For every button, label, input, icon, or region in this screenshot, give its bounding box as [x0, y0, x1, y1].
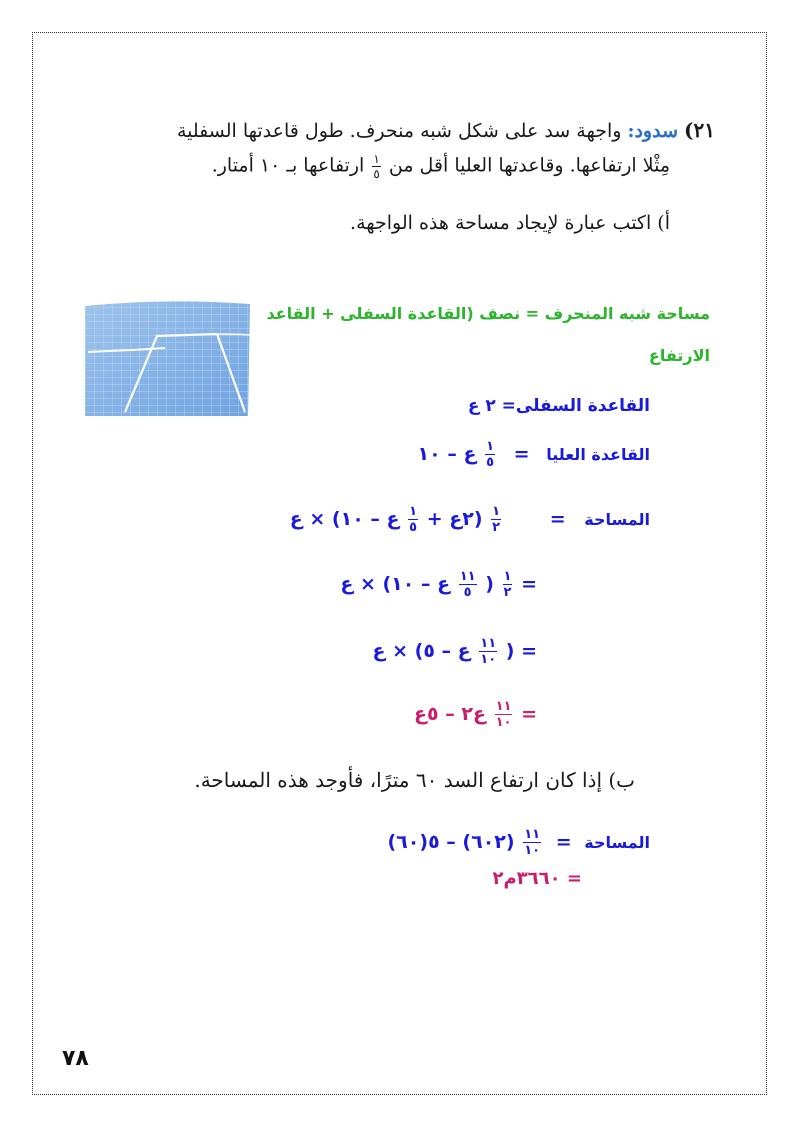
- area-expression: المساحة = $\frac{١}{٢}$ (٢ع + $\frac{١}{٥}$ ع – ١٠) × ع: [289, 504, 650, 535]
- area-step-2: = $\frac{١}{٢}$ ( $\frac{١١}{٥}$ ع – ١٠) × ع: [340, 569, 537, 600]
- part-b-area: المساحة = $\frac{١١}{١٠}$ (٦٠٢) – ٥(٦٠): [387, 827, 650, 858]
- problem-line-2-a: مِثْلا ارتفاعها. وقاعدتها العليا أقل من: [388, 154, 670, 177]
- area-step-4: = $\frac{١١}{١٠}$ ع٢ – ٥ع: [414, 699, 537, 730]
- page-number: ٧٨: [62, 1046, 89, 1071]
- upper-base: القاعدة العليا = $\frac{١}{٥}$ ع – ١٠: [417, 439, 650, 470]
- part-b-question: ب) إذا كان ارتفاع السد ٦٠ مترًا، فأوجد هذه المساحة.: [194, 768, 635, 792]
- page-border: [32, 32, 767, 1095]
- problem-keyword: سدود:: [627, 120, 678, 142]
- part-a-question: أ) اكتب عبارة لإيجاد مساحة هذه الواجهة.: [350, 212, 670, 234]
- area-step-3: = ( $\frac{١١}{١٠}$ ع – ٥) × ع: [372, 636, 537, 667]
- problem-number: ٢١): [684, 118, 715, 142]
- trapezoid-formula-height: الارتفاع: [648, 346, 710, 365]
- problem-line-1-text: واجهة سد على شكل شبه منحرف. طول قاعدتها السفلية: [176, 120, 622, 142]
- part-b-result: = ٣٦٦٠م٢: [492, 868, 582, 889]
- problem-line-2: [212, 153, 670, 180]
- dam-image: [85, 300, 250, 416]
- problem-fraction: $\frac{١}{٥}$: [373, 152, 380, 181]
- problem-line-2-b: ارتفاعها بـ ١٠ أمتار.: [211, 154, 365, 177]
- lower-base: القاعدة السفلى= ٢ ع: [467, 396, 650, 416]
- trapezoid-formula: مساحة شبه المنحرف = نصف (القاعدة السفلى + القاعد: [266, 304, 710, 323]
- problem-line-1: [177, 118, 715, 142]
